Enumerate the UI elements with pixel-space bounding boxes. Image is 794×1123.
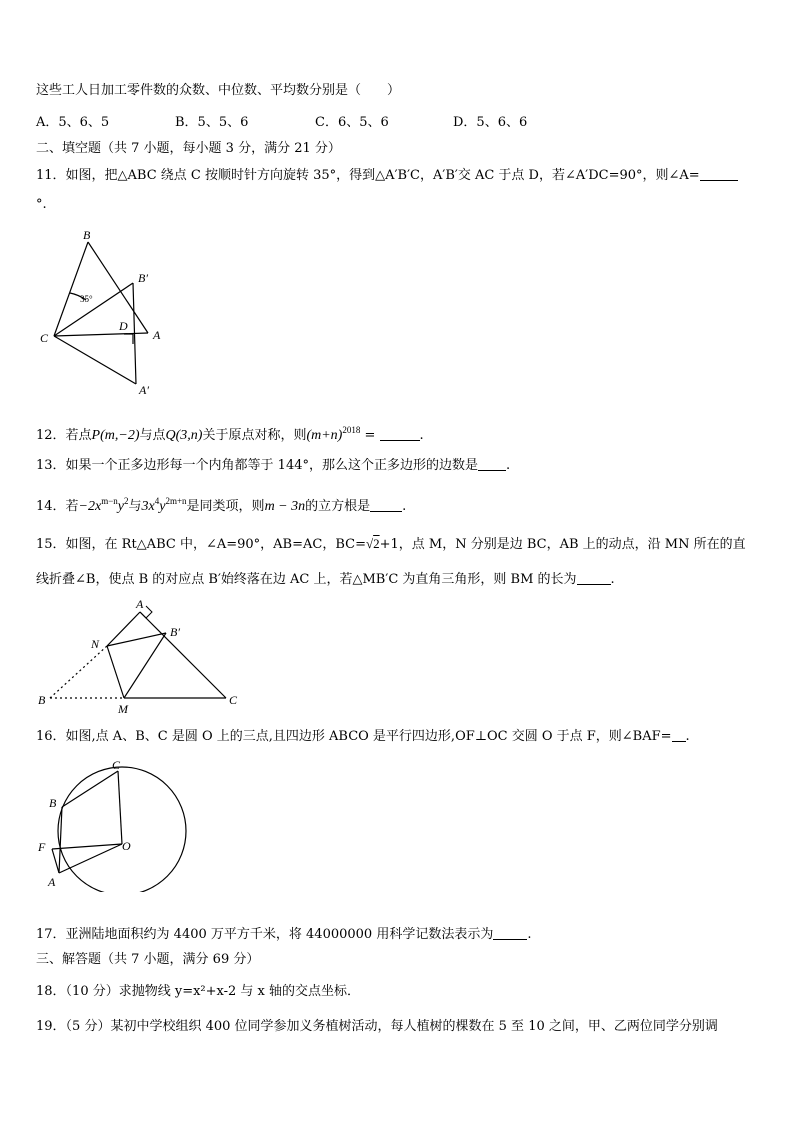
segment-co	[118, 771, 122, 844]
section-heading-fill-in: 二、填空题（共 7 小题，每小题 3 分，满分 21 分）	[36, 141, 341, 156]
segment-fa	[52, 849, 59, 873]
segment-cb	[54, 242, 88, 336]
rotation-diagram	[36, 226, 166, 398]
circle-diagram	[36, 756, 196, 892]
term-1-y-exponent: 2	[124, 496, 129, 506]
answer-blank	[380, 428, 420, 441]
answer-blank	[478, 458, 506, 471]
question-16-text	[36, 728, 690, 746]
segment-nm	[107, 646, 124, 698]
equals-sign: =	[360, 428, 380, 443]
question-13-text	[36, 457, 510, 475]
label-angle-35: 35°	[80, 294, 93, 304]
option-c: C．6、5、6	[315, 115, 389, 130]
question-14-post: 的立方根是	[305, 499, 371, 514]
question-11-text	[36, 167, 738, 185]
label-b: B	[83, 228, 91, 242]
question-17-text	[36, 926, 531, 944]
right-angle-mark	[124, 334, 133, 344]
question-14-mid2: 是同类项，则	[186, 499, 265, 514]
question-14-end: .	[402, 499, 407, 514]
figure-q15	[36, 598, 246, 720]
term-1-y: y	[117, 499, 125, 514]
answer-blank	[370, 499, 402, 512]
segment-ba	[88, 242, 148, 333]
label-o: O	[122, 839, 131, 853]
figure-q11	[36, 226, 166, 398]
question-13-stem: 13．如果一个正多边形每一个内角都等于 144°，那么这个正多边形的边数是	[36, 458, 478, 473]
question-15-stem-b: +1，点 M，N 分别是边 BC，AB 上的动点，沿 MN 所在的直	[379, 537, 746, 552]
exponent-2018: 2018	[342, 425, 361, 435]
term-2-coefficient: 3x	[141, 499, 155, 514]
question-15-stem-c: 线折叠∠B，使点 B 的对应点 B′始终落在边 AC 上，若△MB′C 为直角三角形，则 BM 的长为	[36, 572, 577, 587]
question-12-end: .	[419, 428, 424, 443]
answer-blank	[493, 927, 527, 940]
option-a: A．5、6、5	[36, 115, 110, 130]
question-12-mid2: 关于原点对称，则	[202, 428, 307, 443]
question-11-tail: °.	[36, 197, 47, 212]
circle-o	[58, 767, 186, 892]
figure-q16	[36, 756, 196, 892]
option-b: B．5、5、6	[175, 115, 249, 130]
label-b-prime: B′	[138, 271, 148, 285]
question-15-line-2	[36, 571, 615, 589]
label-c: C	[112, 758, 121, 772]
term-1-coefficient: −2x	[78, 499, 102, 514]
segment-nbp	[107, 633, 166, 646]
label-b-prime: B′	[170, 625, 180, 639]
segment-bc	[62, 771, 118, 807]
label-a: A	[153, 328, 161, 342]
expression-m-minus-3n: m − 3n	[264, 499, 306, 514]
label-a-prime: A′	[139, 383, 149, 397]
question-16-end: .	[685, 729, 690, 744]
option-d: D．5、6、6	[453, 115, 528, 130]
answer-blank	[577, 572, 611, 585]
folding-diagram	[36, 598, 246, 720]
label-b: B	[38, 693, 46, 707]
question-14-text	[36, 492, 406, 516]
question-17-end: .	[527, 927, 532, 942]
question-18-text: 18．（10 分）求抛物线 y=x²+x-2 与 x 轴的交点坐标．	[36, 984, 361, 999]
label-a: A	[48, 875, 56, 889]
label-c: C	[40, 331, 49, 345]
label-a: A	[136, 598, 144, 611]
question-14-pre: 14．若	[36, 499, 79, 514]
question-10-stem: 这些工人日加工零件数的众数、中位数、平均数分别是（ ）	[36, 83, 401, 98]
label-n: N	[91, 637, 100, 651]
question-14-mid: 与	[128, 499, 142, 514]
segment-bn-dashed	[50, 646, 107, 698]
segment-an	[107, 612, 140, 646]
term-1-x-exponent: m−n	[101, 496, 118, 506]
label-b: B	[49, 796, 57, 810]
answer-blank	[700, 168, 738, 181]
expression-m-plus-n: (m+n)	[306, 428, 343, 443]
question-12-pre: 12．若点	[36, 428, 92, 443]
sqrt-radicand: 2	[373, 536, 380, 551]
question-15-line-1	[36, 535, 746, 554]
question-12-mid: 与点	[139, 428, 166, 443]
label-f: F	[38, 840, 46, 854]
sqrt-sign: √2	[365, 536, 380, 551]
term-2-y-exponent: 2m+n	[165, 496, 187, 506]
label-m: M	[118, 702, 128, 716]
question-15-stem-a: 15．如图，在 Rt△ABC 中，∠A=90°，AB=AC，BC=	[36, 537, 366, 552]
point-p: P(m,−2)	[91, 428, 140, 443]
segment-bpm	[124, 633, 166, 698]
term-2-x-exponent: 4	[154, 496, 160, 506]
question-16-stem: 16．如图,点 A、B、C 是圆 O 上的三点,且四边形 ABCO 是平行四边形,OF⊥OC 交圆 O 于点 F，则∠BAF=	[36, 729, 672, 744]
answer-blank	[672, 729, 686, 742]
question-12-text	[36, 421, 424, 445]
label-d: D	[119, 319, 128, 333]
question-15-end: .	[610, 572, 615, 587]
question-19-text: 19．（5 分）某初中学校组织 400 位同学参加义务植树活动，每人植树的棵数在 5 至 10 之间，甲、乙两位同学分别调	[36, 1019, 718, 1034]
question-17-stem: 17．亚洲陆地面积约为 4400 万平方千米，将 44000000 用科学记数法表示为	[36, 927, 494, 942]
term-2-y: y	[159, 499, 166, 514]
question-13-end: .	[506, 458, 511, 473]
question-11-stem: 11．如图，把△ABC 绕点 C 按顺时针方向旋转 35°，得到△A′B′C，A′B′交 AC 于点 D，若∠A′DC=90°，则∠A=	[36, 168, 700, 183]
segment-ac	[140, 612, 226, 698]
segment-cap	[54, 336, 136, 384]
label-c: C	[229, 693, 238, 707]
section-heading-solutions: 三、解答题（共 7 小题，满分 69 分）	[36, 952, 260, 967]
point-q: Q(3,n)	[165, 428, 203, 443]
